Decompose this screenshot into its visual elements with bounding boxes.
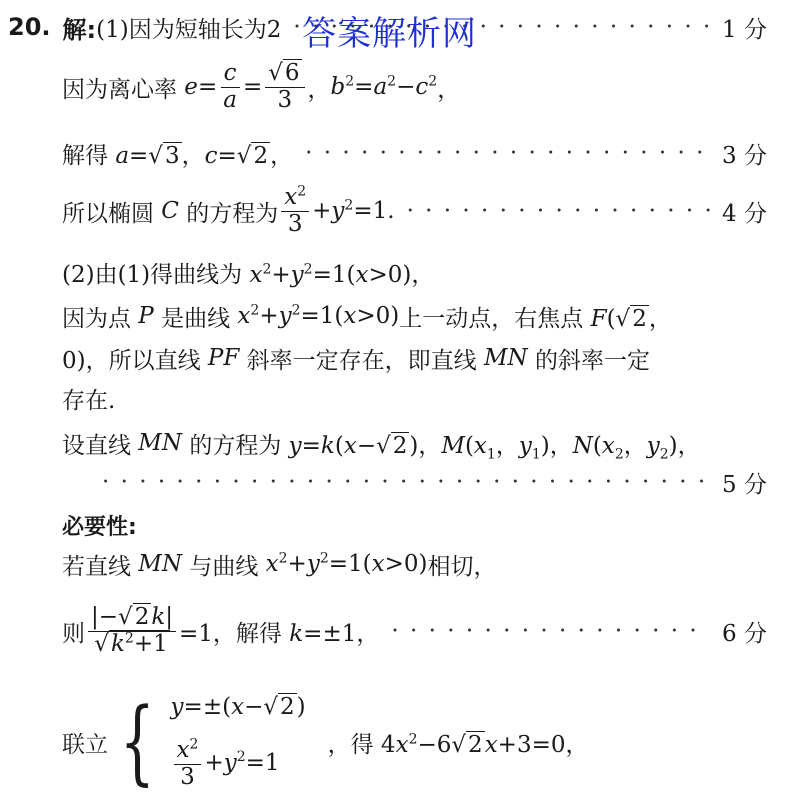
equation-system: [171, 694, 306, 790]
line-12-c: 相切，: [427, 553, 497, 580]
math-e: e: [177, 74, 198, 100]
line-1-text: (1)因为短轴长为2: [96, 16, 282, 43]
problem-number: 20.: [8, 13, 51, 41]
math-line-eq: y=k(x−√2)，$M(x_1$，$y_1$)，$N(x_2$，$y_2$)，: [288, 432, 701, 463]
line-7-b: 斜率一定存在，即直线: [246, 347, 477, 374]
dot-leader: [391, 618, 710, 644]
necessity-heading: 必要性:: [62, 514, 137, 540]
fraction-c-over-a: $\frac{c}{a}$: [220, 61, 240, 113]
dot-leader: [102, 469, 710, 495]
system-eq-2: $\frac{x^2}{3}$ $+y^2=1$: [171, 738, 306, 790]
line-14-a: 联立: [62, 731, 108, 758]
dot-leader: [407, 198, 710, 224]
line-8-text: 存在.: [62, 387, 116, 414]
score-4: 4 分: [722, 200, 767, 227]
math-PF: PF: [200, 345, 247, 371]
watermark: 答案解析网: [302, 14, 477, 54]
line-14-b: ，得: [327, 731, 374, 758]
line-12-a: 若直线: [62, 553, 131, 580]
score-6: 6 分: [722, 620, 767, 647]
line-14: [62, 690, 767, 794]
line-6: [62, 300, 767, 332]
math-MN-2: MN: [131, 430, 190, 456]
line-9-a: 设直线: [62, 432, 131, 459]
line-6-a: 因为点: [62, 305, 131, 332]
math-P: P: [131, 303, 162, 329]
line-3: [62, 136, 767, 170]
math-quadratic: $4x^2-6√2x+3=0$，: [373, 730, 589, 758]
line-7-a: 0)，所以直线: [62, 347, 201, 374]
math-a-c-values: a=√3，c=√2，: [115, 142, 294, 169]
math-F: F(√2，: [590, 305, 672, 332]
math-curve-2: $x^2+y^2=1(x>0)$: [237, 302, 400, 329]
comma: ，: [307, 76, 331, 103]
line-12-b: 与曲线: [189, 553, 259, 580]
line-10: [62, 466, 767, 498]
line-12: [62, 548, 767, 580]
line-13-b: =1，解得: [179, 620, 282, 647]
line-5: [62, 256, 767, 288]
fraction-x2-over-3: $\frac{x^2}{3}$: [281, 185, 309, 237]
fraction-sqrt6-over-3: $\frac{√6}{3}$: [265, 61, 304, 113]
math-C: C: [154, 198, 187, 224]
line-3-prefix: 解得: [62, 142, 108, 169]
line-13-a: 则: [62, 620, 85, 647]
math-curve-3: $x^2+y^2=1(x>0)$: [265, 550, 428, 577]
score-3: 3 分: [722, 142, 767, 169]
math-k-value: k=±1，: [289, 620, 380, 647]
math-MN: MN: [476, 345, 535, 371]
line-9-b: 的方程为: [189, 432, 282, 459]
system-brace: {: [119, 688, 155, 795]
line-11: [62, 510, 767, 540]
math-curve: $x^2+y^2=1(x>0)$，: [249, 260, 435, 288]
line-7: [62, 342, 767, 374]
score-5: 5 分: [722, 471, 767, 498]
line-5-text: (2)由(1)得曲线为: [62, 261, 243, 288]
line-6-b: 是曲线: [161, 305, 231, 332]
line-13: [62, 594, 767, 668]
line-2: 因为离心率 e = $\frac{c}{a}$ = $\frac{√6}{3}$ ， $b^2=a^2-c^2$ ，: [62, 60, 461, 113]
math-MN-3: MN: [131, 551, 190, 577]
line-2-prefix: 因为离心率: [62, 76, 177, 103]
dot-leader: [305, 140, 710, 166]
line-9: [62, 426, 767, 463]
score-1: 1 分: [722, 16, 767, 43]
line-4-prefix: 所以椭圆: [62, 200, 154, 227]
line-6-c: 上一动点，右焦点: [399, 305, 584, 332]
math-ellipse-rest: $+y^2=1$.: [312, 197, 395, 224]
line-4-mid: 的方程为: [186, 200, 279, 227]
system-eq-1: y=±(x−√2): [170, 694, 306, 720]
fraction-distance: $\frac{|-√2k|}{√k^2+1}$: [88, 605, 176, 657]
line-8: [62, 382, 767, 414]
solution-label: 解:: [62, 15, 97, 44]
line-7-c: 的斜率一定: [534, 347, 650, 374]
math-b2-eq: $b^2=a^2-c^2$: [330, 73, 438, 100]
line-2-tail: ，: [437, 76, 461, 103]
line-4: [62, 180, 767, 242]
